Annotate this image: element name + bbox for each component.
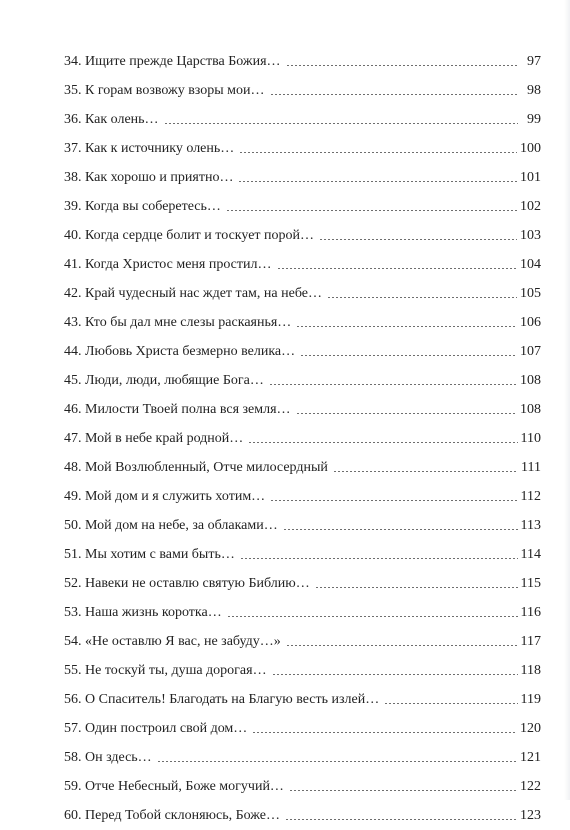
toc-entry-title: 60. Перед Тобой склоняюсь, Боже… [64, 807, 280, 823]
toc-entry-title: 35. К горам возвожу взоры мои… [64, 82, 265, 98]
table-of-contents [64, 47, 541, 830]
toc-entry-page-number: 108 [520, 401, 541, 417]
toc-entry-page-number: 98 [527, 82, 541, 98]
toc-entry [64, 163, 541, 192]
toc-entry-title: 54. «Не оставлю Я вас, не забуду…» [64, 633, 281, 649]
toc-entry-page-number: 101 [520, 169, 541, 185]
dot-leader [270, 94, 518, 95]
toc-entry-page-number: 107 [520, 343, 541, 359]
dot-leader [327, 297, 517, 298]
toc-entry-title: 51. Мы хотим с вами быть… [64, 546, 235, 562]
toc-entry-page-number: 103 [520, 227, 541, 243]
toc-entry-page-number: 99 [527, 111, 541, 127]
toc-entry [64, 279, 541, 308]
dot-leader [226, 210, 517, 211]
toc-entry [64, 134, 541, 163]
toc-entry [64, 221, 541, 250]
dot-leader [270, 500, 517, 501]
page-edge-shadow [564, 0, 570, 800]
toc-entry-title: 46. Милости Твоей полна вся земля… [64, 401, 291, 417]
toc-entry-page-number: 115 [520, 575, 541, 591]
toc-entry [64, 105, 541, 134]
dot-leader [272, 674, 518, 675]
toc-entry [64, 685, 541, 714]
dot-leader [296, 326, 517, 327]
dot-leader [277, 268, 518, 269]
toc-entry [64, 395, 541, 424]
toc-entry-page-number: 114 [520, 546, 541, 562]
toc-entry [64, 772, 541, 801]
dot-leader [227, 616, 518, 617]
dot-leader [164, 123, 518, 124]
toc-entry-page-number: 112 [520, 488, 541, 504]
toc-entry [64, 743, 541, 772]
toc-entry [64, 511, 541, 540]
toc-entry [64, 76, 541, 105]
toc-entry-title: 47. Мой в небе край родной… [64, 430, 244, 446]
dot-leader [319, 239, 517, 240]
toc-entry [64, 540, 541, 569]
toc-entry [64, 482, 541, 511]
toc-entry-page-number: 119 [520, 691, 541, 707]
dot-leader [384, 703, 517, 704]
toc-entry [64, 569, 541, 598]
dot-leader [157, 761, 517, 762]
toc-entry-title: 38. Как хорошо и приятно… [64, 169, 234, 185]
toc-entry [64, 250, 541, 279]
toc-entry-page-number: 102 [520, 198, 541, 214]
dot-leader [240, 558, 518, 559]
toc-entry-title: 55. Не тоскуй ты, душа дорогая… [64, 662, 267, 678]
toc-entry-title: 40. Когда сердце болит и тоскует порой… [64, 227, 315, 243]
dot-leader [238, 181, 517, 182]
toc-entry-page-number: 111 [521, 459, 541, 475]
toc-entry-title: 45. Люди, люди, любящие Бога… [64, 372, 264, 388]
toc-entry-title: 43. Кто бы дал мне слезы раскаянья… [64, 314, 292, 330]
toc-entry [64, 801, 541, 830]
toc-entry-page-number: 110 [520, 430, 541, 446]
toc-entry-title: 50. Мой дом на небе, за облаками… [64, 517, 278, 533]
toc-entry-page-number: 106 [520, 314, 541, 330]
toc-entry [64, 598, 541, 627]
dot-leader [315, 587, 518, 588]
toc-entry-page-number: 104 [520, 256, 541, 272]
toc-entry-title: 52. Навеки не оставлю святую Библию… [64, 575, 310, 591]
toc-entry-title: 36. Как олень… [64, 111, 159, 127]
toc-entry-page-number: 105 [520, 285, 541, 301]
toc-entry-title: 48. Мой Возлюбленный, Отче милосердный [64, 459, 328, 475]
toc-entry-page-number: 116 [520, 604, 541, 620]
toc-entry-title: 58. Он здесь… [64, 749, 152, 765]
toc-entry [64, 627, 541, 656]
dot-leader [248, 442, 517, 443]
toc-entry-page-number: 122 [520, 778, 541, 794]
dot-leader [286, 65, 518, 66]
toc-entry [64, 424, 541, 453]
toc-entry [64, 656, 541, 685]
toc-entry [64, 714, 541, 743]
dot-leader [296, 413, 517, 414]
toc-entry-title: 37. Как к источнику олень… [64, 140, 235, 156]
toc-entry [64, 453, 541, 482]
dot-leader [269, 384, 517, 385]
toc-entry [64, 337, 541, 366]
toc-entry [64, 308, 541, 337]
toc-entry-title: 41. Когда Христос меня простил… [64, 256, 272, 272]
toc-entry-title: 53. Наша жизнь коротка… [64, 604, 222, 620]
toc-entry-title: 59. Отче Небесный, Боже могучий… [64, 778, 284, 794]
toc-entry-title: 57. Один построил свой дом… [64, 720, 248, 736]
dot-leader [285, 819, 517, 820]
toc-entry-page-number: 108 [520, 372, 541, 388]
toc-entry-title: 42. Край чудесный нас ждет там, на небе… [64, 285, 322, 301]
toc-entry-title: 44. Любовь Христа безмерно велика… [64, 343, 296, 359]
toc-entry-title: 49. Мой дом и я служить хотим… [64, 488, 266, 504]
toc-entry-title: 34. Ищите прежде Царства Божия… [64, 53, 281, 69]
toc-entry [64, 366, 541, 395]
dot-leader [289, 790, 517, 791]
toc-entry-page-number: 120 [520, 720, 541, 736]
toc-entry-title: 56. О Спаситель! Благодать на Благую весть излей… [64, 691, 380, 707]
dot-leader [252, 732, 517, 733]
toc-entry [64, 192, 541, 221]
dot-leader [300, 355, 517, 356]
toc-entry-title: 39. Когда вы соберетесь… [64, 198, 221, 214]
dot-leader [283, 529, 518, 530]
toc-entry-page-number: 113 [520, 517, 541, 533]
toc-entry-page-number: 97 [527, 53, 541, 69]
toc-entry [64, 47, 541, 76]
toc-entry-page-number: 117 [520, 633, 541, 649]
dot-leader [239, 152, 517, 153]
dot-leader [333, 471, 518, 472]
toc-entry-page-number: 100 [520, 140, 541, 156]
dot-leader [286, 645, 518, 646]
toc-entry-page-number: 118 [520, 662, 541, 678]
toc-entry-page-number: 121 [520, 749, 541, 765]
toc-entry-page-number: 123 [520, 807, 541, 823]
